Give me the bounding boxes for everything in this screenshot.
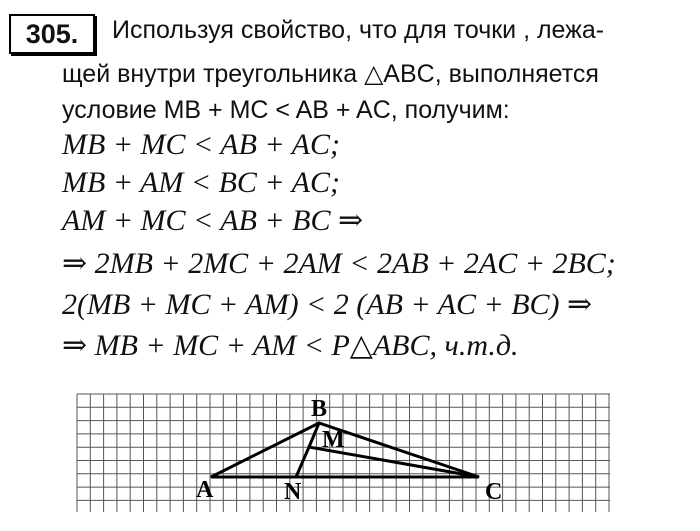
derivation-line-1: MB + MC < AB + AC; (62, 128, 340, 161)
derivation-line-3: AM + MC < AB + BC ⇒ (62, 204, 364, 237)
intro-line-3: условие MB + MC < AB + AC, получим: (62, 96, 510, 124)
label-point-c: C (485, 479, 503, 505)
label-point-a: A (196, 477, 214, 503)
intro-line-1: Используя свойство, что для точки , лежа- (112, 16, 605, 44)
derivation-line-6: ⇒ MB + MC + AM < P△ABC, ч.т.д. (62, 329, 519, 362)
label-point-m: M (322, 427, 345, 453)
derivation-line-2: MB + AM < BC + AC; (62, 166, 340, 199)
derivation-line-4: ⇒ 2MB + 2MC + 2AM < 2AB + 2AC + 2BC; (62, 247, 616, 280)
derivation-line-5: 2(MB + MC + AM) < 2 (AB + AC + BC) ⇒ (62, 288, 593, 321)
problem-number: 305. (9, 14, 95, 54)
intro-line-2: щей внутри треугольника △ABC, выполняется (62, 60, 599, 88)
label-point-n: N (284, 479, 302, 505)
label-point-b: B (311, 396, 328, 422)
